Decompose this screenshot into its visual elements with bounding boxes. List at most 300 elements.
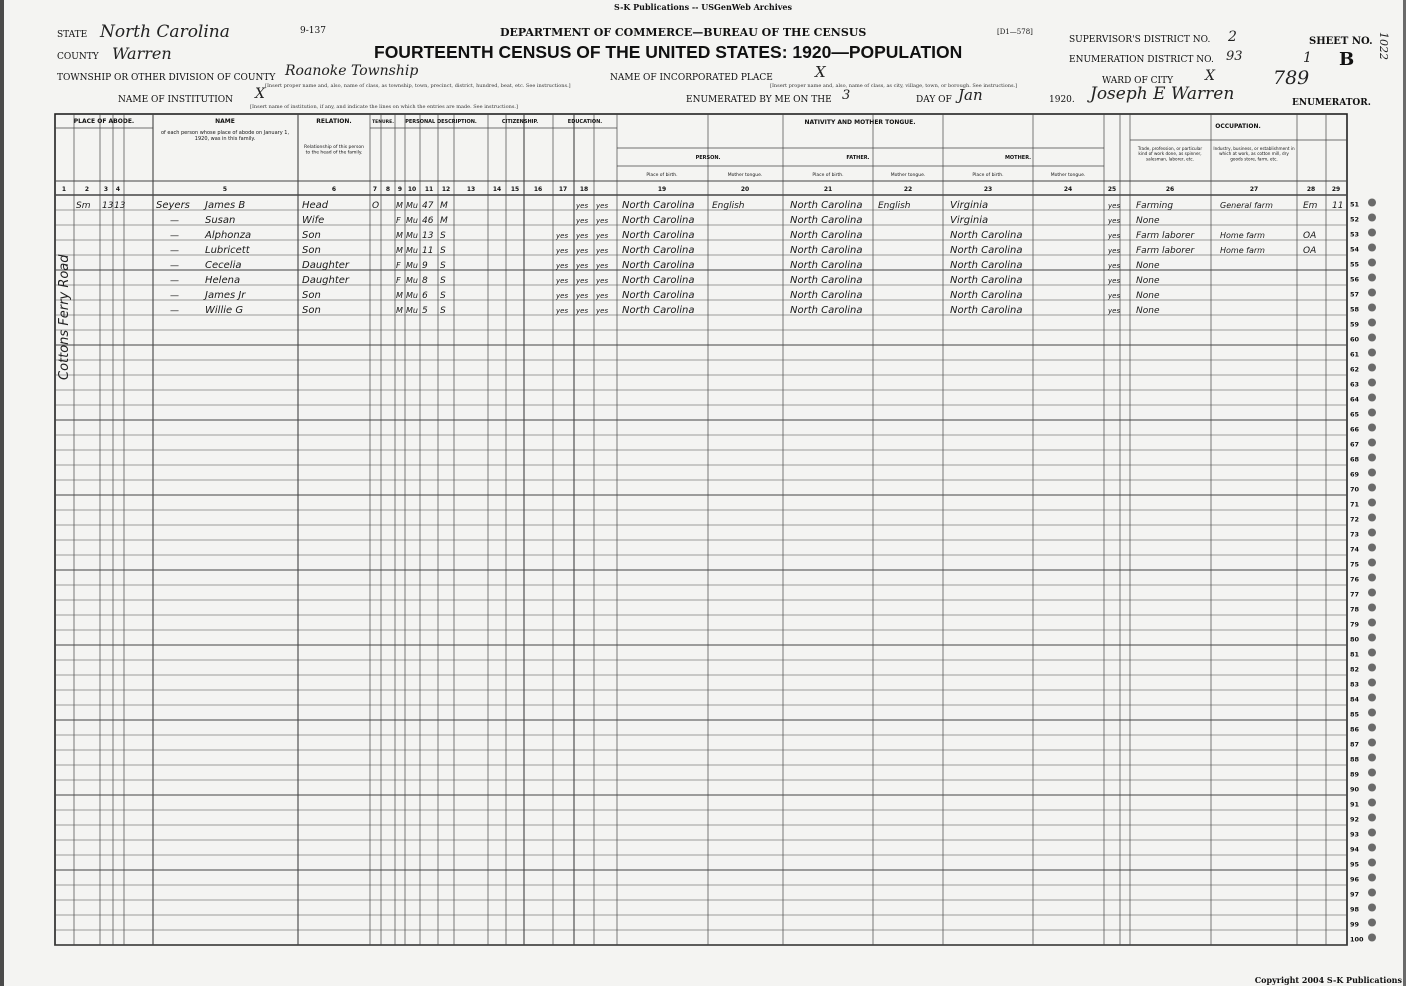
entry-trade: None <box>1136 306 1160 316</box>
institution-note: [Insert name of institution, if any, and indicate the lines on which the entries are made. See instructions.] <box>250 104 518 110</box>
group-person: PERSON. <box>695 155 721 161</box>
entry-father-pob: North Carolina <box>790 215 863 226</box>
line-number: 83 <box>1350 680 1360 689</box>
line-number: 96 <box>1350 875 1360 884</box>
line-number: 76 <box>1350 575 1360 584</box>
entry-read: yes <box>576 202 589 210</box>
sheet-label: SHEET NO. <box>1309 36 1373 47</box>
incorporated-value: X <box>815 63 826 81</box>
line-number: 94 <box>1350 845 1360 854</box>
sheet-letter: B <box>1339 49 1355 70</box>
punch-hole <box>1368 919 1376 927</box>
punch-hole <box>1368 454 1376 462</box>
copyright-notice: Copyright 2004 S-K Publications <box>1254 975 1402 985</box>
punch-hole <box>1368 409 1376 417</box>
punch-hole <box>1368 214 1376 222</box>
line-number: 87 <box>1350 740 1360 749</box>
entry-marital: S <box>440 276 446 286</box>
ed-value: 93 <box>1226 49 1243 64</box>
entry-trade: Farm laborer <box>1136 231 1195 241</box>
line-number: 74 <box>1350 545 1360 554</box>
entry-speak-english: yes <box>1108 202 1121 210</box>
line-number: 54 <box>1350 245 1360 254</box>
punch-hole <box>1368 514 1376 522</box>
entry-surname-dash: — <box>170 261 179 271</box>
punch-hole <box>1368 364 1376 372</box>
entry-given-name: Lubricett <box>205 245 250 256</box>
col20-header: Mother tongue. <box>727 173 763 178</box>
line-number: 82 <box>1350 665 1360 674</box>
entry-sex: M <box>396 201 403 210</box>
group-personal: PERSONAL DESCRIPTION. <box>405 119 477 125</box>
group-name: NAME <box>215 118 235 125</box>
entry-pob: North Carolina <box>622 275 695 286</box>
entry-marital: S <box>440 231 446 241</box>
line-number: 59 <box>1350 320 1360 329</box>
line-number: 56 <box>1350 275 1360 284</box>
entry-color: Mu <box>406 231 418 240</box>
punch-hole <box>1368 934 1376 942</box>
entry-surname: Seyers <box>156 200 190 211</box>
form-code: [D1—578] <box>997 28 1033 36</box>
ward-value: X <box>1205 68 1215 84</box>
line-number: 75 <box>1350 560 1360 569</box>
entry-surname-dash: — <box>170 276 179 286</box>
entry-father-pob: North Carolina <box>790 200 863 211</box>
col19-header: Place of birth. <box>646 173 678 178</box>
column-number: 18 <box>579 186 589 193</box>
line-number: 86 <box>1350 725 1360 734</box>
enumerator-label: ENUMERATOR. <box>1292 98 1371 108</box>
entry-industry: Home farm <box>1220 246 1265 255</box>
entry-mother-pob: North Carolina <box>950 245 1023 256</box>
line-number: 88 <box>1350 755 1360 764</box>
entry-sex: F <box>396 276 401 285</box>
group-nativity: NATIVITY AND MOTHER TONGUE. <box>804 119 916 126</box>
column-number: 21 <box>823 186 833 193</box>
entry-marital: S <box>440 246 446 256</box>
punch-hole <box>1368 424 1376 432</box>
punch-hole <box>1368 484 1376 492</box>
entry-mother-pob: North Carolina <box>950 275 1023 286</box>
punch-hole <box>1368 529 1376 537</box>
line-number: 58 <box>1350 305 1360 314</box>
entry-age: 13 <box>422 231 434 241</box>
entry-surname-dash: — <box>170 306 179 316</box>
line-number: 64 <box>1350 395 1360 404</box>
entry-relation: Head <box>302 200 329 211</box>
line-number: 60 <box>1350 335 1360 344</box>
line-number: 99 <box>1350 920 1360 929</box>
state-value: North Carolina <box>100 22 230 42</box>
entry-color: Mu <box>406 201 418 210</box>
column-number: 17 <box>558 186 568 193</box>
line-number: 69 <box>1350 470 1360 479</box>
entry-pob: North Carolina <box>622 305 695 316</box>
entry-marital: S <box>440 291 446 301</box>
entry-given-name: James Jr <box>205 290 246 301</box>
entry-mother-pob: Virginia <box>950 200 989 211</box>
entry-age: 9 <box>422 261 428 271</box>
entry-class-of-worker: OA <box>1303 246 1317 256</box>
entry-dwelling: 13 <box>102 201 114 211</box>
entry-relation: Son <box>302 305 321 316</box>
column-number: 24 <box>1063 186 1073 193</box>
entry-pob: North Carolina <box>622 245 695 256</box>
line-number: 93 <box>1350 830 1360 839</box>
col21-header: Place of birth. <box>812 173 844 178</box>
entry-read: yes <box>576 217 589 225</box>
entry-school: yes <box>556 262 569 270</box>
punch-hole <box>1368 244 1376 252</box>
entry-father-pob: North Carolina <box>790 290 863 301</box>
county-value: Warren <box>112 44 172 63</box>
ward-label: WARD OF CITY <box>1102 76 1174 86</box>
punch-hole <box>1368 259 1376 267</box>
line-number: 51 <box>1350 200 1360 209</box>
department-line: DEPARTMENT OF COMMERCE—BUREAU OF THE CENSUS <box>500 26 867 39</box>
entry-farm-schedule: 11 <box>1332 201 1344 211</box>
punch-hole <box>1368 724 1376 732</box>
group-father: FATHER. <box>846 155 870 161</box>
entry-sex: F <box>396 216 401 225</box>
punch-hole <box>1368 199 1376 207</box>
column-number: 2 <box>84 186 90 193</box>
line-number: 70 <box>1350 485 1360 494</box>
entry-given-name: Alphonza <box>205 230 252 241</box>
line-number: 77 <box>1350 590 1360 599</box>
entry-pob: North Carolina <box>622 290 695 301</box>
ed-label: ENUMERATION DISTRICT NO. <box>1069 55 1214 65</box>
entry-read: yes <box>576 262 589 270</box>
group-citizenship: CITIZENSHIP. <box>501 119 539 125</box>
entry-tongue: English <box>712 201 745 211</box>
township-note: [Insert proper name and, also, name of class, as township, town, precinct, district, hundred, beat, etc. See instructions.] <box>265 83 571 89</box>
punch-hole <box>1368 394 1376 402</box>
line-number: 72 <box>1350 515 1360 524</box>
group-tenure: TENURE. <box>372 120 394 125</box>
column-number: 22 <box>903 186 913 193</box>
entry-surname-dash: — <box>170 291 179 301</box>
punch-hole <box>1368 349 1376 357</box>
col27-header: which at work, as cotton mill, dry <box>1219 151 1289 157</box>
supervisor-label: SUPERVISOR'S DISTRICT NO. <box>1069 35 1211 45</box>
entry-speak-english: yes <box>1108 217 1121 225</box>
side-stamp: 1022 <box>1377 32 1390 60</box>
supervisor-value: 2 <box>1228 29 1237 45</box>
punch-hole <box>1368 289 1376 297</box>
punch-hole <box>1368 799 1376 807</box>
punch-hole <box>1368 304 1376 312</box>
entry-write: yes <box>596 232 609 240</box>
entry-mother-pob: North Carolina <box>950 230 1023 241</box>
incorporated-label: NAME OF INCORPORATED PLACE <box>610 73 773 83</box>
entry-trade: None <box>1136 291 1160 301</box>
entry-trade: None <box>1136 216 1160 226</box>
group-place-of-abode: PLACE OF ABODE. <box>73 118 135 125</box>
entry-speak-english: yes <box>1108 232 1121 240</box>
entry-sex: M <box>396 306 403 315</box>
punch-hole <box>1368 664 1376 672</box>
column-number: 11 <box>424 186 434 193</box>
entry-sex: M <box>396 246 403 255</box>
column-number: 27 <box>1249 186 1259 193</box>
entry-relation: Daughter <box>302 260 350 271</box>
institution-value: X <box>255 86 265 102</box>
enumerator-name: Joseph E Warren <box>1090 84 1235 104</box>
col27-header: goods store, farm, etc. <box>1230 156 1278 162</box>
punch-hole <box>1368 469 1376 477</box>
township-value: Roanoke Township <box>285 63 419 79</box>
punch-hole <box>1368 439 1376 447</box>
entry-write: yes <box>596 262 609 270</box>
line-number: 92 <box>1350 815 1360 824</box>
col27-header: Industry, business, or establishment in <box>1213 146 1295 151</box>
line-number: 53 <box>1350 230 1360 239</box>
line-number: 78 <box>1350 605 1360 614</box>
entry-trade: None <box>1136 261 1160 271</box>
entry-age: 47 <box>422 201 434 211</box>
census-title: FOURTEENTH CENSUS OF THE UNITED STATES: 1920—POPULATION <box>374 42 963 62</box>
entry-write: yes <box>596 277 609 285</box>
line-number: 61 <box>1350 350 1360 359</box>
entry-surname-dash: — <box>170 231 179 241</box>
line-number: 73 <box>1350 530 1360 539</box>
state-label: STATE <box>57 30 88 40</box>
col5-header: of each person whose place of abode on January 1, <box>160 130 290 136</box>
entry-surname-dash: — <box>170 216 179 226</box>
punch-hole <box>1368 769 1376 777</box>
line-number: 84 <box>1350 695 1360 704</box>
entry-tenure: O <box>372 201 380 211</box>
entry-relation: Son <box>302 290 321 301</box>
entry-given-name: James B <box>205 200 246 211</box>
line-number: 100 <box>1350 935 1364 944</box>
col24-header: Mother tongue. <box>1050 173 1086 178</box>
entry-age: 11 <box>422 246 434 256</box>
entry-given-name: Willie G <box>205 305 244 316</box>
punch-hole <box>1368 499 1376 507</box>
line-number: 68 <box>1350 455 1360 464</box>
column-number: 15 <box>510 186 520 193</box>
column-number: 16 <box>533 186 543 193</box>
punch-hole <box>1368 814 1376 822</box>
entry-street: Sm <box>76 201 91 211</box>
entry-father-tongue: English <box>878 201 911 211</box>
entry-read: yes <box>576 232 589 240</box>
line-number: 89 <box>1350 770 1360 779</box>
punch-hole <box>1368 874 1376 882</box>
entry-school: yes <box>556 247 569 255</box>
column-number: 12 <box>441 186 451 193</box>
enumerated-label: ENUMERATED BY ME ON THE <box>686 95 832 105</box>
enumerated-day: 3 <box>842 88 851 103</box>
col6-header: Relationship of this person <box>304 145 364 150</box>
institution-label: NAME OF INSTITUTION <box>118 95 234 105</box>
entry-father-pob: North Carolina <box>790 275 863 286</box>
entry-marital: M <box>440 216 448 226</box>
entry-surname-dash: — <box>170 246 179 256</box>
entry-speak-english: yes <box>1108 262 1121 270</box>
entry-trade: Farming <box>1136 201 1174 211</box>
entry-sex: M <box>396 231 403 240</box>
col26-header: kind of work done, as spinner, <box>1138 151 1202 157</box>
col26-header: Trade, profession, or particular <box>1137 146 1203 151</box>
entry-color: Mu <box>406 246 418 255</box>
col5-header: 1920, was in this family. <box>194 136 256 142</box>
punch-hole <box>1368 784 1376 792</box>
line-number: 85 <box>1350 710 1360 719</box>
entry-read: yes <box>576 307 589 315</box>
entry-color: Mu <box>406 291 418 300</box>
entry-pob: North Carolina <box>622 200 695 211</box>
col22-header: Mother tongue. <box>890 173 926 178</box>
form-number: 9-137 <box>300 26 326 36</box>
entry-trade: None <box>1136 276 1160 286</box>
punch-hole <box>1368 694 1376 702</box>
punch-hole <box>1368 889 1376 897</box>
entry-mother-pob: North Carolina <box>950 290 1023 301</box>
group-mother: MOTHER. <box>1004 155 1032 161</box>
day-of-label: DAY OF <box>916 95 952 105</box>
entry-mother-pob: Virginia <box>950 215 989 226</box>
line-number: 63 <box>1350 380 1360 389</box>
punch-hole <box>1368 709 1376 717</box>
column-number: 4 <box>115 186 121 193</box>
entry-class-of-worker: Em <box>1303 201 1318 211</box>
entry-speak-english: yes <box>1108 247 1121 255</box>
entry-father-pob: North Carolina <box>790 245 863 256</box>
punch-hole <box>1368 334 1376 342</box>
punch-hole <box>1368 634 1376 642</box>
column-number: 6 <box>331 186 337 193</box>
sheet-number: 1 <box>1303 50 1312 66</box>
column-number: 25 <box>1107 186 1117 193</box>
line-number: 97 <box>1350 890 1360 899</box>
entry-color: Mu <box>406 216 418 225</box>
line-number: 81 <box>1350 650 1360 659</box>
column-number: 9 <box>397 186 403 193</box>
line-number: 71 <box>1350 500 1360 509</box>
line-number: 62 <box>1350 365 1360 374</box>
column-number: 10 <box>407 186 417 193</box>
entry-write: yes <box>596 202 609 210</box>
column-number: 20 <box>740 186 750 193</box>
entry-mother-pob: North Carolina <box>950 260 1023 271</box>
entry-marital: S <box>440 306 446 316</box>
entry-pob: North Carolina <box>622 215 695 226</box>
column-number: 19 <box>657 186 667 193</box>
publisher-line: S-K Publications -- USGenWeb Archives <box>614 2 792 12</box>
entry-read: yes <box>576 292 589 300</box>
entry-given-name: Helena <box>205 275 241 286</box>
entry-relation: Son <box>302 245 321 256</box>
entry-relation: Son <box>302 230 321 241</box>
column-number: 1 <box>61 186 67 193</box>
entry-marital: S <box>440 261 446 271</box>
punch-hole <box>1368 274 1376 282</box>
group-education: EDUCATION. <box>567 119 603 125</box>
line-number: 79 <box>1350 620 1360 629</box>
line-number: 91 <box>1350 800 1360 809</box>
line-number: 55 <box>1350 260 1360 269</box>
line-number: 66 <box>1350 425 1360 434</box>
entry-given-name: Cecelia <box>205 260 242 271</box>
line-number: 95 <box>1350 860 1360 869</box>
punch-hole <box>1368 379 1376 387</box>
entry-trade: Farm laborer <box>1136 246 1195 256</box>
column-number: 28 <box>1306 186 1316 193</box>
entry-age: 5 <box>422 306 428 316</box>
line-number: 98 <box>1350 905 1360 914</box>
township-label: TOWNSHIP OR OTHER DIVISION OF COUNTY <box>57 73 276 83</box>
group-relation: RELATION. <box>316 118 352 125</box>
punch-hole <box>1368 829 1376 837</box>
column-number: 13 <box>466 186 476 193</box>
entry-age: 6 <box>422 291 428 301</box>
entry-write: yes <box>596 247 609 255</box>
line-number: 57 <box>1350 290 1360 299</box>
column-number: 29 <box>1331 186 1341 193</box>
entry-speak-english: yes <box>1108 292 1121 300</box>
entry-class-of-worker: OA <box>1303 231 1317 241</box>
entry-color: Mu <box>406 306 418 315</box>
punch-hole <box>1368 754 1376 762</box>
punch-hole <box>1368 574 1376 582</box>
entry-write: yes <box>596 292 609 300</box>
line-number: 80 <box>1350 635 1360 644</box>
entry-family: 13 <box>114 201 126 211</box>
punch-hole <box>1368 859 1376 867</box>
entry-marital: M <box>440 201 448 211</box>
punch-hole <box>1368 604 1376 612</box>
entry-school: yes <box>556 232 569 240</box>
punch-hole <box>1368 679 1376 687</box>
column-number: 8 <box>385 186 391 193</box>
entry-father-pob: North Carolina <box>790 230 863 241</box>
entry-sex: M <box>396 291 403 300</box>
entry-read: yes <box>576 247 589 255</box>
entry-father-pob: North Carolina <box>790 305 863 316</box>
entry-speak-english: yes <box>1108 307 1121 315</box>
entry-read: yes <box>576 277 589 285</box>
punch-hole <box>1368 544 1376 552</box>
entry-color: Mu <box>406 261 418 270</box>
incorporated-note: [Insert proper name and, also, name of class, as city, village, town, or borough. See instructions.] <box>770 83 1018 89</box>
punch-hole <box>1368 649 1376 657</box>
punch-hole <box>1368 589 1376 597</box>
entry-relation: Wife <box>302 215 325 226</box>
column-number: 3 <box>103 186 109 193</box>
county-label: COUNTY <box>57 52 99 62</box>
punch-hole <box>1368 739 1376 747</box>
col26-header: salesman, laborer, etc. <box>1145 156 1195 162</box>
punch-hole <box>1368 619 1376 627</box>
entry-age: 8 <box>422 276 428 286</box>
punch-hole <box>1368 904 1376 912</box>
stamp-number: 789 <box>1273 67 1310 89</box>
line-number: 52 <box>1350 215 1360 224</box>
col23-header: Place of birth. <box>972 173 1004 178</box>
group-occupation: OCCUPATION. <box>1215 123 1261 130</box>
punch-hole <box>1368 844 1376 852</box>
column-number: 26 <box>1165 186 1175 193</box>
punch-hole <box>1368 229 1376 237</box>
punch-hole <box>1368 559 1376 567</box>
line-number: 67 <box>1350 440 1360 449</box>
entry-industry: General farm <box>1220 201 1273 210</box>
entry-father-pob: North Carolina <box>790 260 863 271</box>
